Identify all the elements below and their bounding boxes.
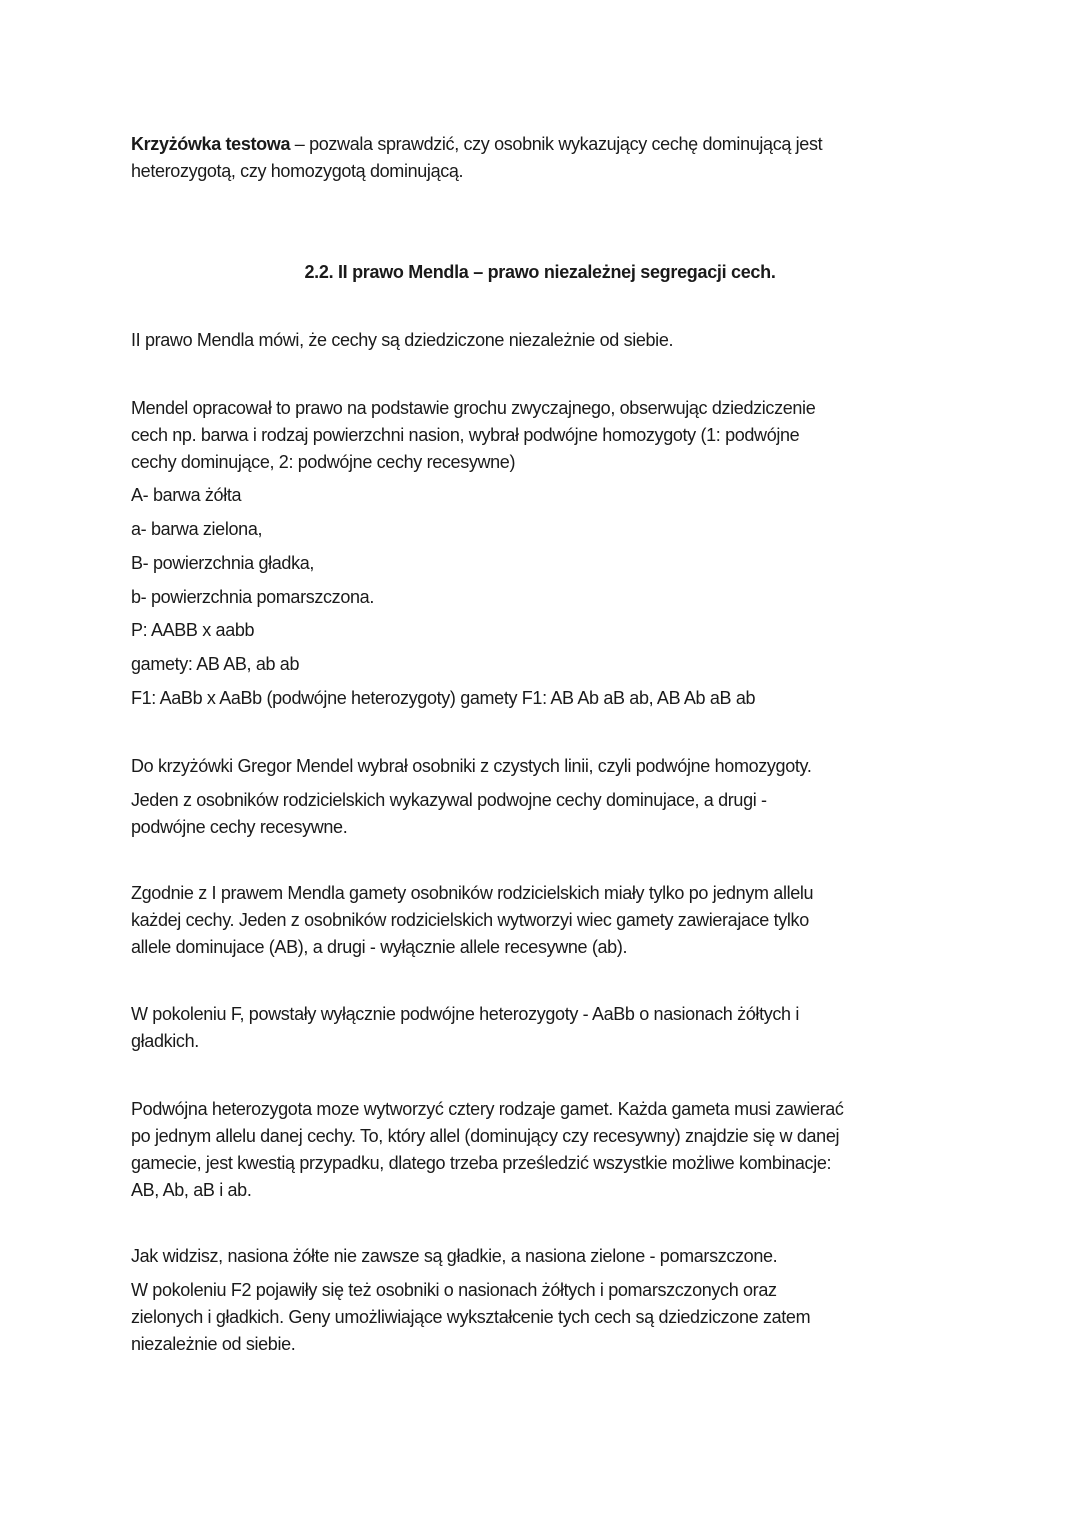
text-line: Mendel opracował to prawo na podstawie grochu zwyczajnego, obserwując dziedziczenie [131, 398, 816, 418]
text-line: podwójne cechy recesywne. [131, 817, 348, 837]
text-line: cechy dominujące, 2: podwójne cechy recesywne) [131, 452, 516, 472]
text-line: B- powierzchnia gładka, [131, 553, 315, 573]
term-bold: Krzyżówka testowa [131, 134, 291, 154]
paragraph [131, 1243, 777, 1270]
text-line: AB, Ab, aB i ab. [131, 1180, 252, 1200]
paragraph [131, 395, 815, 476]
text-line: a- barwa zielona, [131, 519, 263, 539]
paragraph [131, 584, 374, 611]
text-line: Zgodnie z I prawem Mendla gamety osobników rodzicielskich miały tylko po jednym allelu [131, 883, 814, 903]
section-heading: 2.2. II prawo Mendla – prawo niezależnej segregacji cech. [304, 262, 776, 282]
paragraph [131, 753, 811, 780]
paragraph [131, 651, 299, 678]
paragraph [131, 550, 314, 577]
intro-paragraph [131, 131, 822, 185]
intro-line-1-rest: – pozwala sprawdzić, czy osobnik wykazujący cechę dominującą jest [290, 134, 823, 154]
paragraph [131, 1096, 844, 1204]
text-line: allele dominujace (AB), a drugi - wyłącznie allele recesywne (ab). [131, 937, 628, 957]
text-line: Do krzyżówki Gregor Mendel wybrał osobniki z czystych linii, czyli podwójne homozygoty. [131, 756, 812, 776]
text-line: gamety: AB AB, ab ab [131, 654, 300, 674]
paragraph [131, 617, 254, 644]
paragraph [131, 1001, 799, 1055]
paragraph [131, 880, 813, 961]
paragraph [131, 1277, 810, 1358]
text-line: W pokoleniu F2 pojawiły się też osobniki o nasionach żółtych i pomarszczonych oraz [131, 1280, 777, 1300]
text-line: każdej cechy. Jeden z osobników rodzicielskich wytworzyi wiec gamety zawierajace tylko [131, 910, 809, 930]
text-line: gładkich. [131, 1031, 199, 1051]
text-line: zielonych i gładkich. Geny umożliwiające wykształcenie tych cech są dziedziczone zatem [131, 1307, 811, 1327]
text-line: gamecie, jest kwestią przypadku, dlatego trzeba prześledzić wszystkie możliwe kombinacje: [131, 1153, 832, 1173]
paragraph [131, 482, 241, 509]
paragraph [131, 327, 673, 354]
text-line: A- barwa żółta [131, 485, 242, 505]
paragraph [131, 516, 262, 543]
paragraph [131, 685, 755, 712]
text-line: F1: AaBb x AaBb (podwójne heterozygoty) gamety F1: AB Ab aB ab, AB Ab aB ab [131, 688, 756, 708]
text-line: P: AABB x aabb [131, 620, 255, 640]
text-line: II prawo Mendla mówi, że cechy są dziedziczone niezależnie od siebie. [131, 330, 674, 350]
intro-line-2: heterozygotą, czy homozygotą dominującą. [131, 161, 464, 181]
text-line: W pokoleniu F, powstały wyłącznie podwójne heterozygoty - AaBb o nasionach żółtych i [131, 1004, 799, 1024]
text-line: b- powierzchnia pomarszczona. [131, 587, 374, 607]
text-line: Jeden z osobników rodzicielskich wykazywal podwojne cechy dominujace, a drugi - [131, 790, 767, 810]
text-line: niezależnie od siebie. [131, 1334, 296, 1354]
paragraph [131, 787, 767, 841]
text-line: cech np. barwa i rodzaj powierzchni nasion, wybrał podwójne homozygoty (1: podwójne [131, 425, 800, 445]
text-line: Podwójna heterozygota moze wytworzyć cztery rodzaje gamet. Każda gameta musi zawierać [131, 1099, 844, 1119]
text-line: po jednym allelu danej cechy. To, który allel (dominujący czy recesywny) znajdzie się w danej [131, 1126, 840, 1146]
intro-line-1 [131, 131, 822, 158]
text-line: Jak widzisz, nasiona żółte nie zawsze są gładkie, a nasiona zielone - pomarszczone. [131, 1246, 778, 1266]
